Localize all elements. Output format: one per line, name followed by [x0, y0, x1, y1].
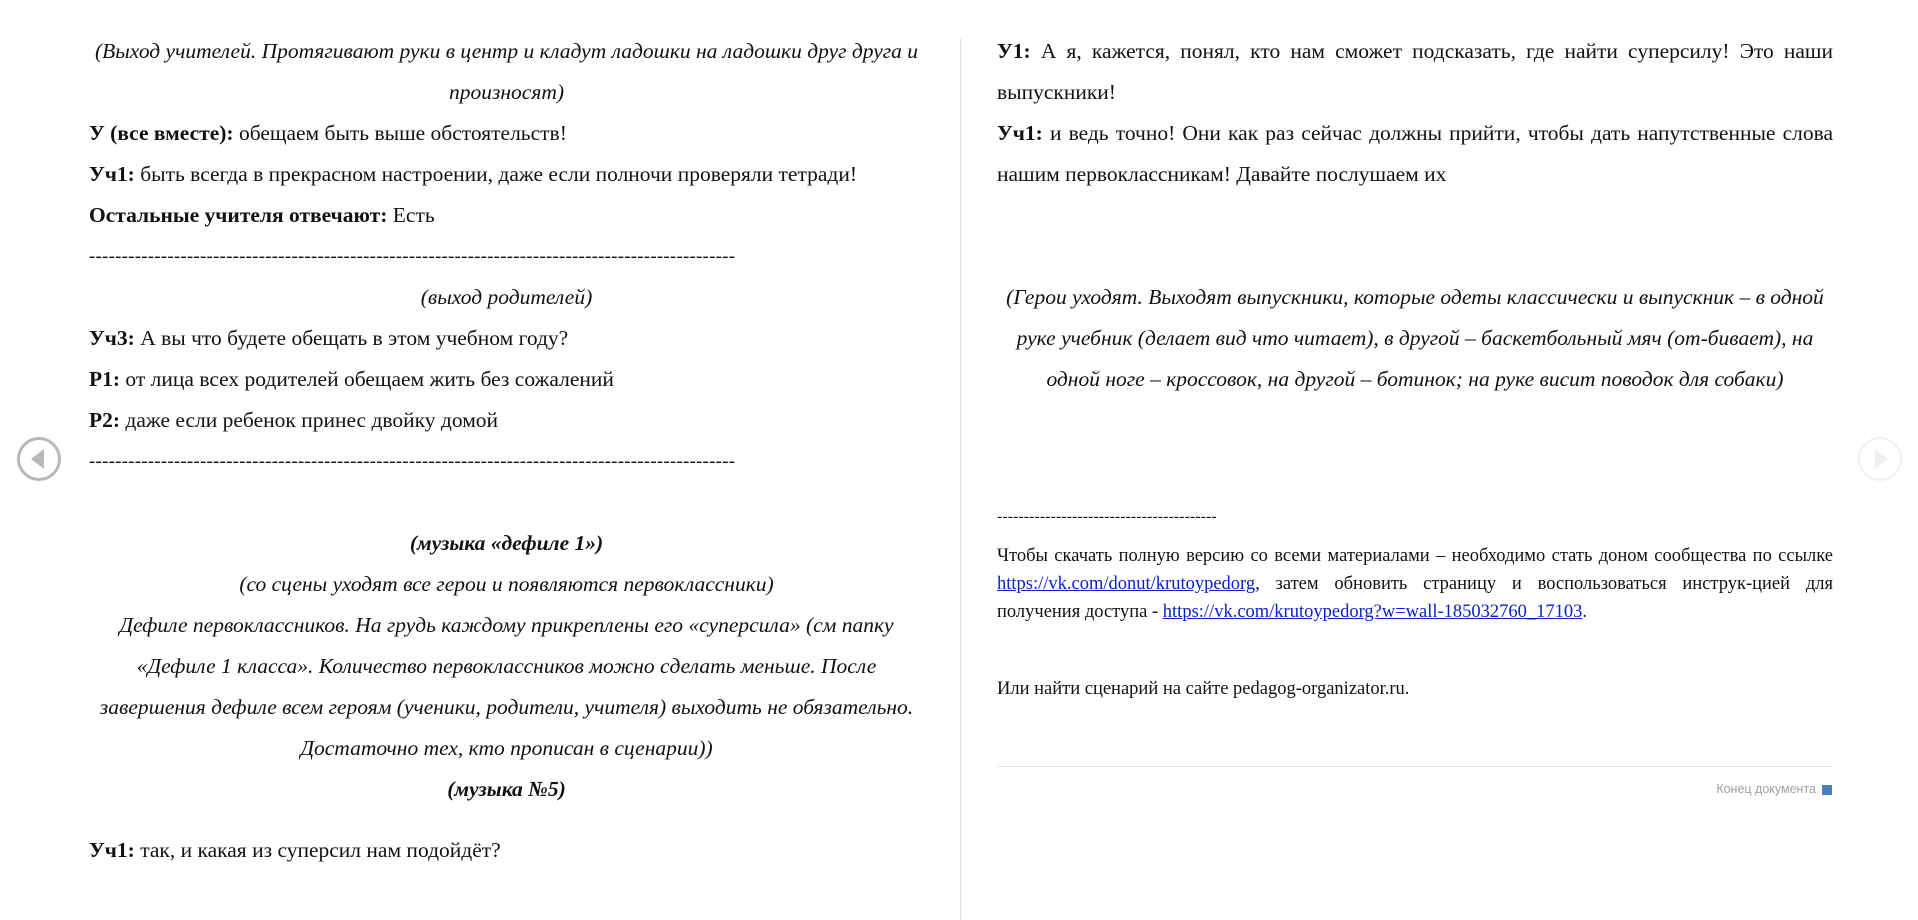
speaker: Уч3:	[89, 326, 135, 350]
dashed-divider: ---------------------------------------------------------------------------------------------------	[89, 246, 736, 267]
alternative-note: Или найти сценарий на сайте pedagog-organizator.ru.	[997, 679, 1410, 699]
script-line: Р2: даже если ребенок принес двойку домой	[89, 408, 499, 432]
arrow-right-icon	[1875, 449, 1888, 469]
speaker: Уч1:	[89, 162, 135, 186]
dashed-divider: ---------------------------------------------------------------------------------------------------	[89, 451, 736, 472]
speaker: Уч1:	[997, 121, 1043, 145]
music-cue: (музыка №5)	[447, 777, 566, 801]
script-line: Уч1: так, и какая из суперсил нам подойдёт?	[89, 838, 501, 862]
script-line: Уч3: А вы что будете обещать в этом учебном году?	[89, 326, 569, 350]
stage-direction-teachers: (Выход учителей. Протягивают руки в центр и кладут ладошки на ладошки друг друга и произносят)	[94, 39, 919, 104]
music-cue: (музыка «дефиле 1»)	[409, 531, 604, 555]
speaker: Р1:	[89, 367, 121, 391]
speaker: Остальные учителя отвечают:	[89, 203, 388, 227]
download-note: Чтобы скачать полную версию со всеми материалами – необходимо стать доном сообщества по ссылке https://vk.com/donut/krutoypedorg, затем обновить страницу и воспользоваться инструк-цией для получения доступа - https://vk.com/krutoypedorg?w=wall-185032760_17103.	[997, 546, 1833, 622]
wall-post-link[interactable]: https://vk.com/krutoypedorg?w=wall-185032760_17103	[1162, 602, 1583, 622]
speaker: Р2:	[89, 408, 121, 432]
stage-direction-exit: (со сцены уходят все герои и появляются первоклассники)	[239, 572, 774, 596]
stage-direction-parents: (выход родителей)	[420, 285, 593, 309]
donut-link[interactable]: https://vk.com/donut/krutoypedorg	[997, 574, 1256, 594]
script-line: Уч1: быть всегда в прекрасном настроении, даже если полночи проверяли тетради!	[89, 162, 858, 186]
script-line: Уч1: и ведь точно! Они как раз сейчас должны прийти, чтобы дать напутственные слова нашим первоклассникам! Давайте послушаем их	[997, 121, 1833, 186]
script-line: Остальные учителя отвечают: Есть	[89, 203, 435, 227]
arrow-left-icon	[31, 449, 44, 469]
end-rule	[997, 766, 1833, 767]
stage-direction-parade: Дефиле первоклассников. На грудь каждому прикреплены его «суперсила» (см папку «Дефиле 1 класса». Количество первоклассников можно сделать меньше. После завершения дефиле всем героям (ученики, родители, учителя) выходить не обязательно. Достаточно тех, кто прописан в сценарии))	[99, 613, 914, 760]
script-line: У (все вместе): обещаем быть выше обстоятельств!	[89, 121, 567, 145]
stage-direction-graduates: (Герои уходят. Выходят выпускники, которые одеты классически и выпускник – в одной руке учебник (делает вид что читает), в другой – баскетбольный мяч (от-бивает), на одной ноге – кроссовок, на другой – ботинок; на руке висит поводок для собаки)	[1006, 285, 1824, 391]
script-line: У1: А я, кажется, понял, кто нам сможет подсказать, где найти суперсилу! Это наши выпускники!	[997, 39, 1833, 104]
script-line: Р1: от лица всех родителей обещаем жить без сожалений	[89, 367, 614, 391]
end-of-document-label: Конец документа	[1716, 782, 1816, 796]
speaker: У (все вместе):	[89, 121, 234, 145]
speaker: У1:	[997, 39, 1031, 63]
dashed-divider: -----------------------------------------	[997, 508, 1217, 525]
next-page-button[interactable]	[1858, 437, 1902, 481]
prev-page-button[interactable]	[17, 437, 61, 481]
end-marker-icon	[1822, 785, 1832, 795]
speaker: Уч1:	[89, 838, 135, 862]
